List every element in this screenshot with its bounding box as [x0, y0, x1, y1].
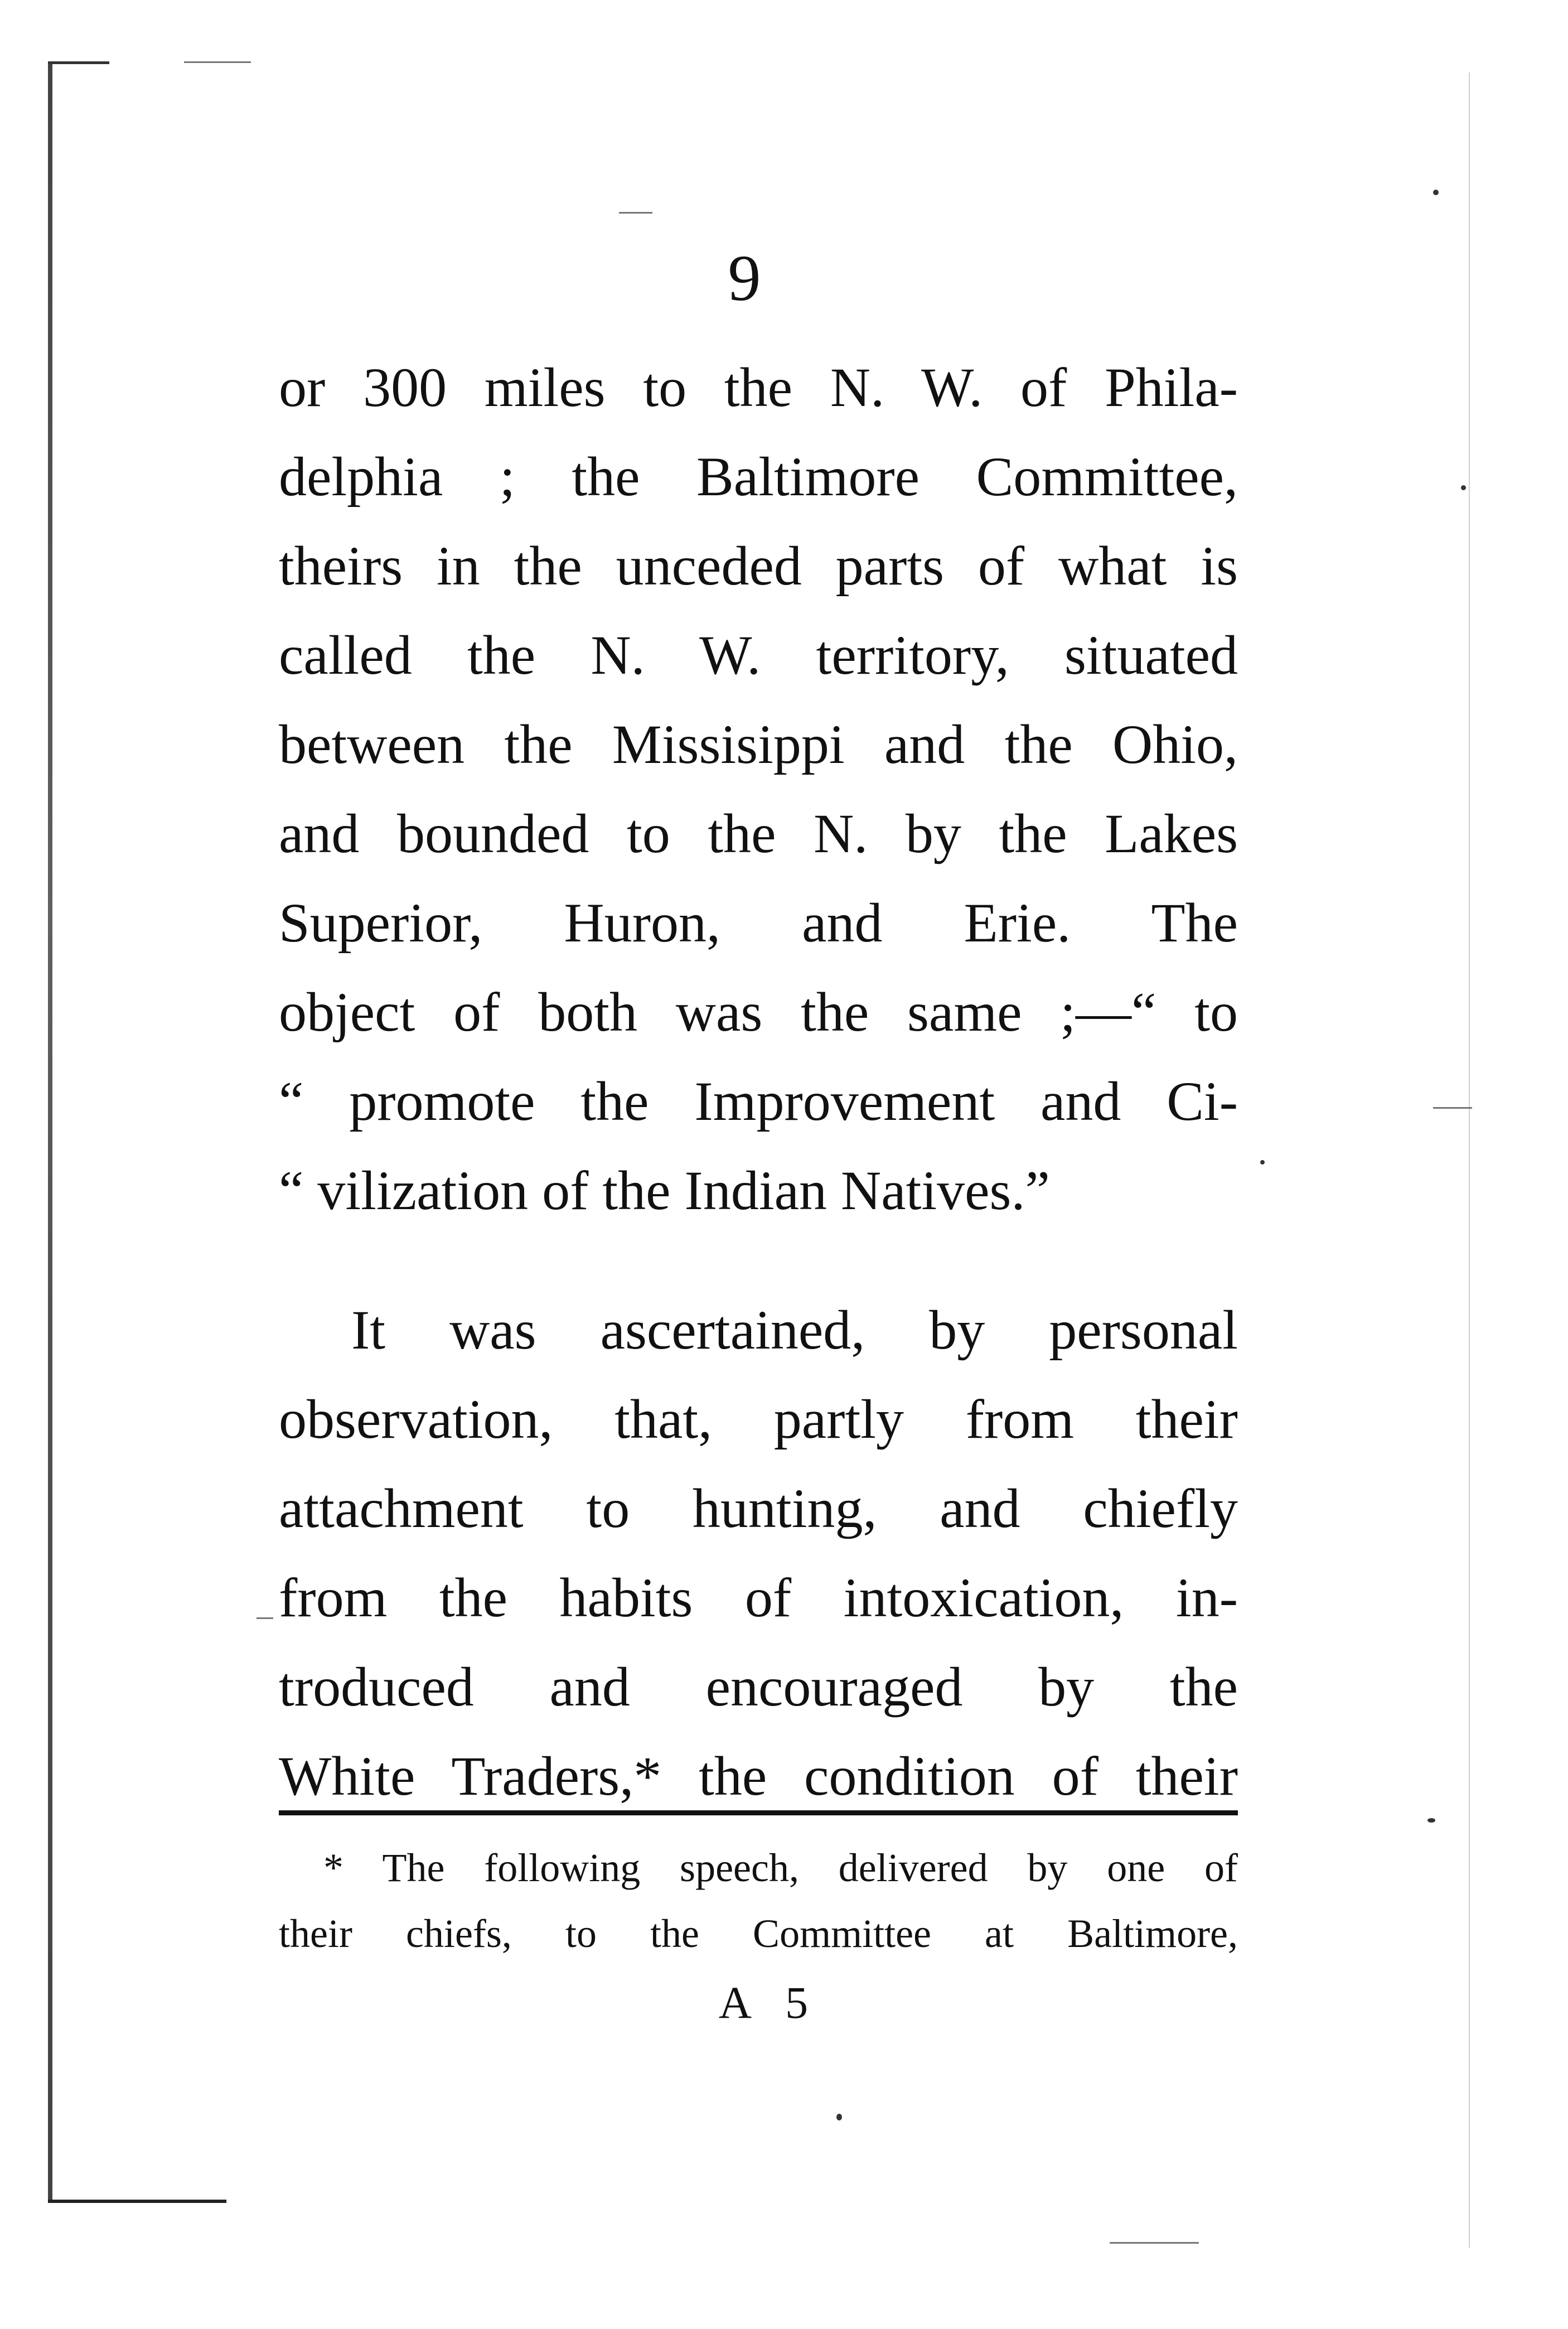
- text-line: called the N. W. territory, situated: [279, 624, 1238, 686]
- page-number: 9: [728, 241, 761, 315]
- footnote-rule: [279, 1810, 1238, 1815]
- text-line: object of both was the same ;—“ to: [279, 981, 1238, 1043]
- footnote-line: their chiefs, to the Committee at Baltimore,: [279, 1911, 1238, 1956]
- text-line: and bounded to the N. by the Lakes: [279, 803, 1238, 864]
- body-text: [279, 343, 1238, 1821]
- text-line: “ promote the Improvement and Ci-: [279, 1070, 1238, 1132]
- text-line: It was ascertained, by personal: [351, 1299, 1238, 1361]
- scan-speck: [1433, 190, 1439, 195]
- scan-scratch: [1110, 2242, 1199, 2244]
- paragraph: [279, 1286, 1238, 1821]
- text-line: from the habits of intoxication, in-: [279, 1567, 1238, 1629]
- scan-speck: [1461, 485, 1466, 490]
- scan-binding-edge: [48, 61, 52, 2203]
- text-line: theirs in the unceded parts of what is: [279, 535, 1238, 597]
- text-line: delphia ; the Baltimore Committee,: [279, 446, 1238, 508]
- scan-speck: [1427, 1818, 1435, 1823]
- text-line: White Traders,* the condition of their: [279, 1745, 1238, 1807]
- scan-scratch: [1433, 1107, 1472, 1109]
- scan-page-edge: [1469, 73, 1470, 2248]
- text-line: between the Missisippi and the Ohio,: [279, 713, 1238, 775]
- text-line: observation, that, partly from their: [279, 1388, 1238, 1450]
- text-line: “ vilization of the Indian Natives.”: [279, 1159, 1050, 1221]
- paragraph: [279, 343, 1238, 1235]
- footnote: [279, 1835, 1238, 1966]
- scan-scratch: [619, 212, 652, 214]
- scan-scratch: [184, 61, 251, 63]
- signature-mark: A 5: [718, 1977, 821, 2028]
- scan-scratch: [257, 1617, 273, 1619]
- scan-speck: [1260, 1160, 1265, 1164]
- text-line: or 300 miles to the N. W. of Phila-: [279, 356, 1238, 418]
- scan-edge-bottom-mark: [48, 2200, 226, 2203]
- text-line: troduced and encouraged by the: [279, 1656, 1238, 1718]
- paragraph-gap: [279, 1235, 1238, 1286]
- text-line: attachment to hunting, and chiefly: [279, 1477, 1238, 1539]
- text-line: Superior, Huron, and Erie. The: [279, 892, 1238, 954]
- scan-edge-top-mark: [48, 61, 109, 64]
- scan-speck: [836, 2114, 842, 2120]
- footnote-line: * The following speech, delivered by one of: [323, 1845, 1238, 1890]
